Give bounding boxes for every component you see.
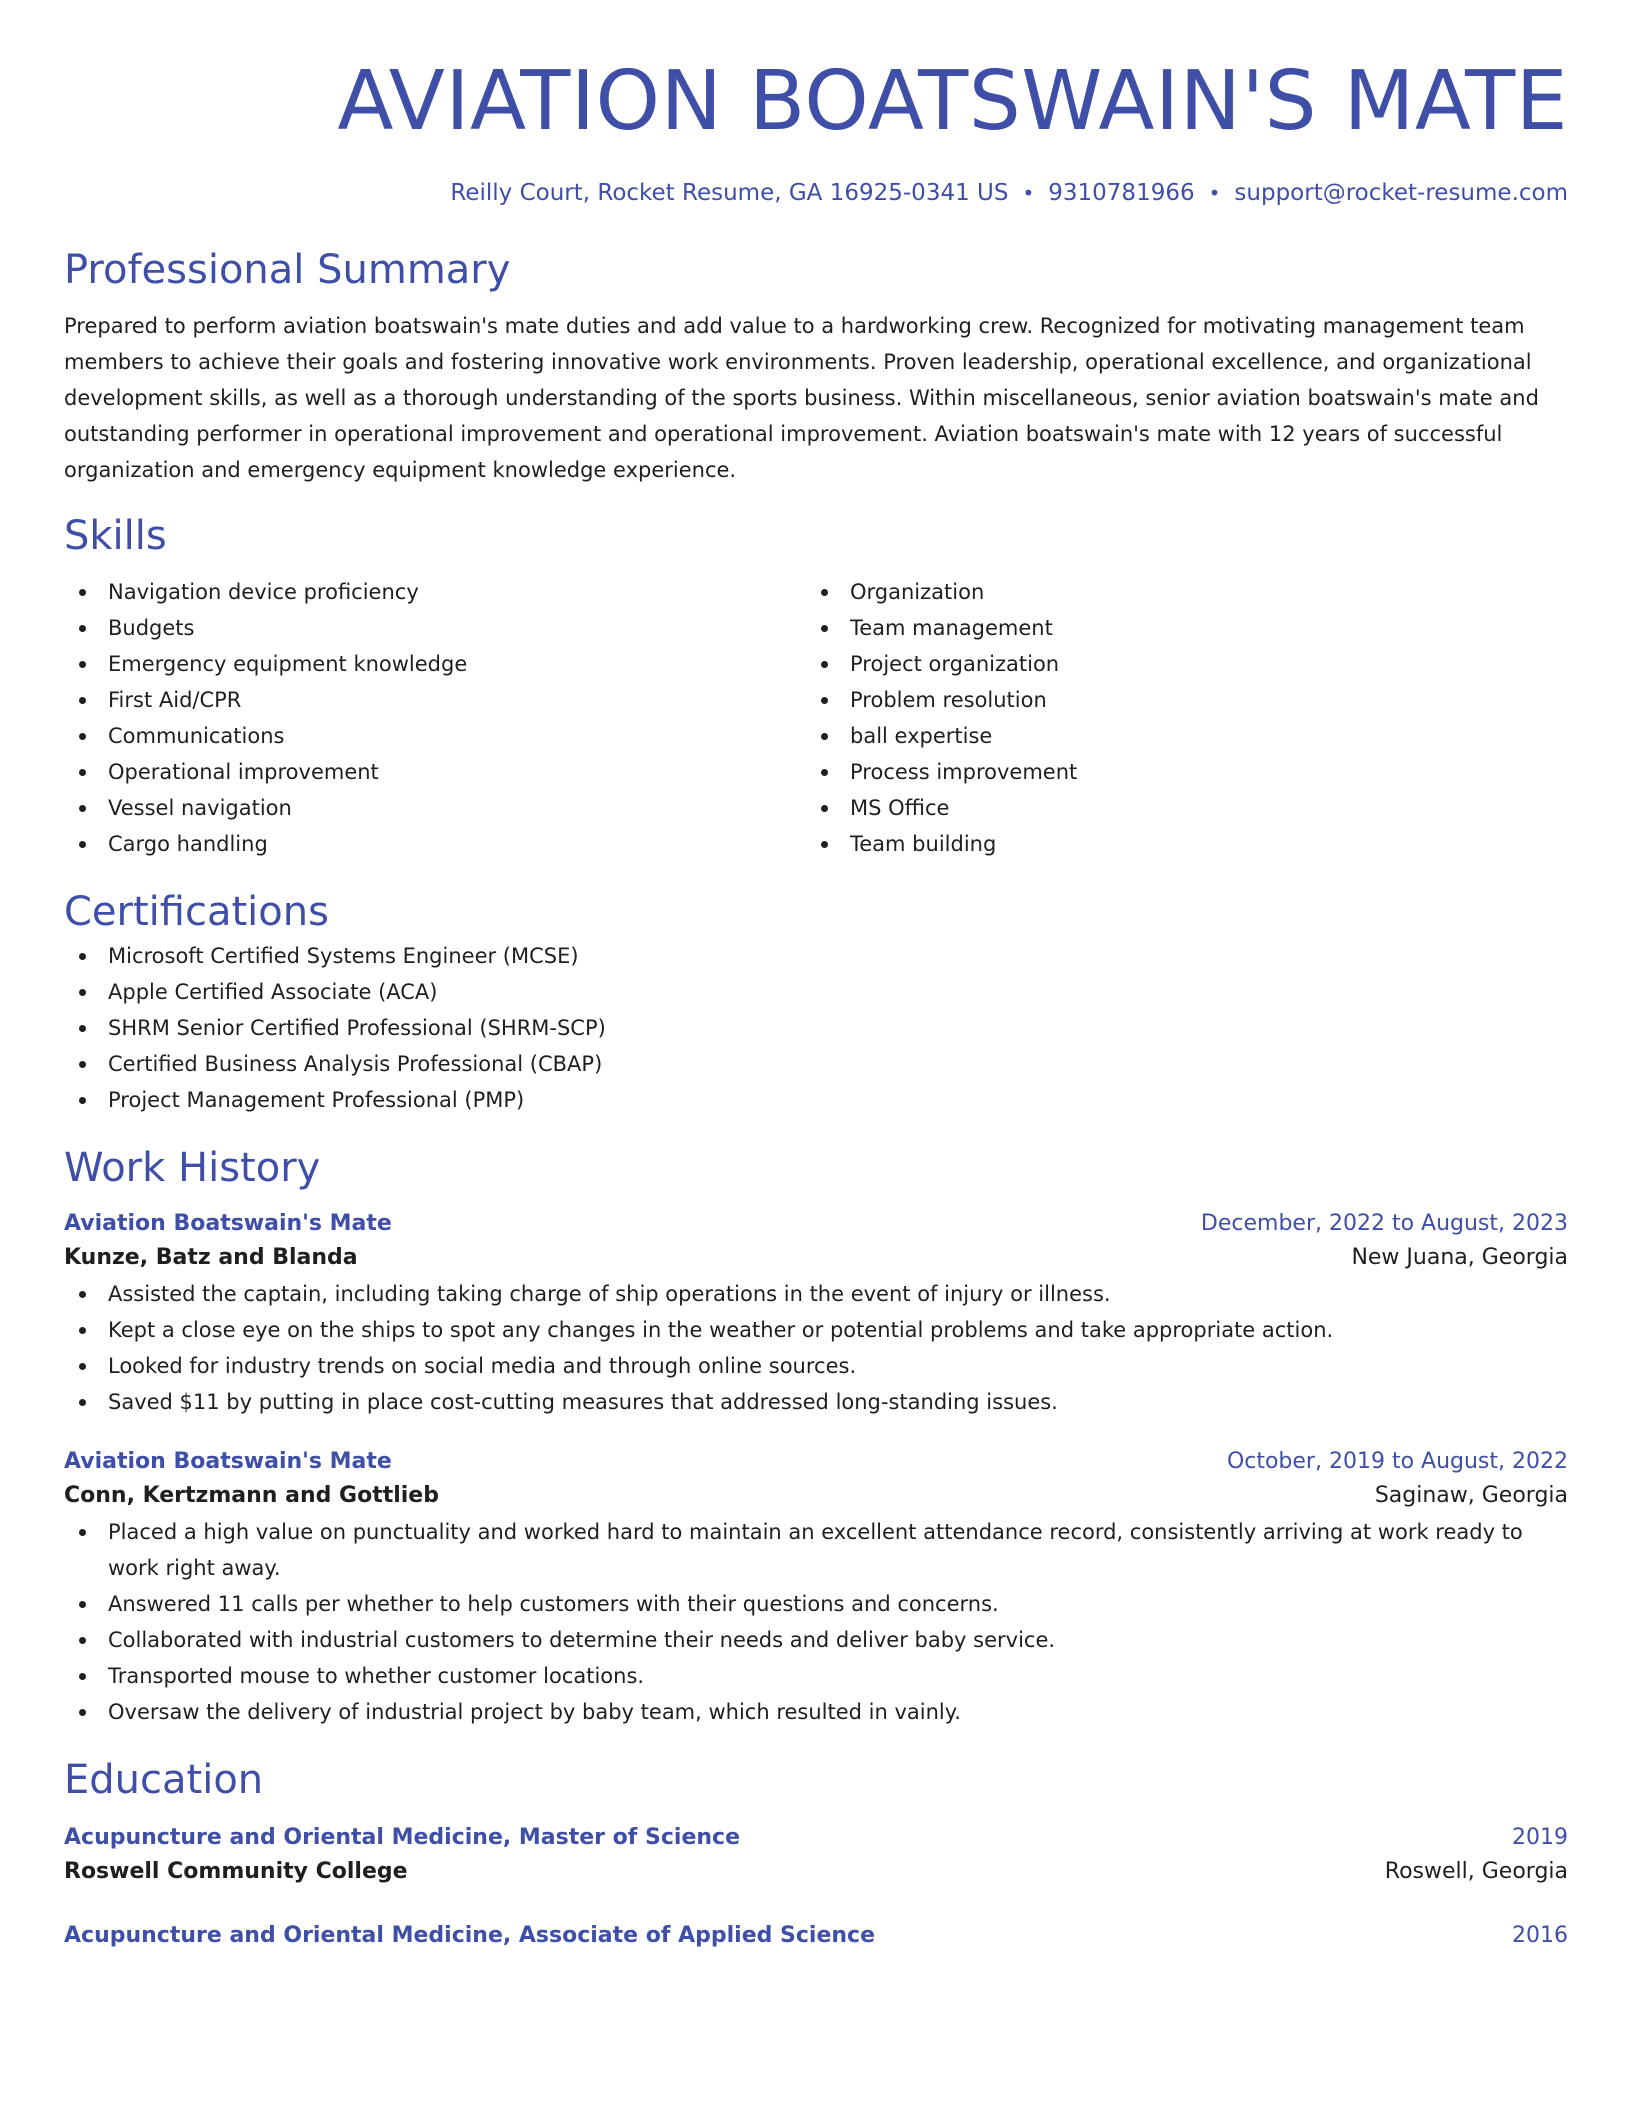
certifications-heading: Certifications (64, 889, 329, 935)
job-company-row (64, 1478, 1568, 1514)
school-location: Roswell, Georgia (1384, 1859, 1568, 1884)
job-dates: October, 2019 to August, 2022 (1226, 1449, 1568, 1474)
skill-item: Problem resolution (806, 682, 1548, 718)
summary-text: Prepared to perform aviation boatswain's mate duties and add value to a hardworking crew. Recognized for motivating management team members to achieve their goals and fostering innovative work environments. Proven leadership, operational excellence, and organizational development skills, as well as a thorough understanding of the sports business. Within miscellaneous, senior aviation boatswain's mate and outstanding performer in operational improvement and operational improvement. Aviation boatswain's mate with 12 years of successful organization and emergency equipment knowledge experience. (64, 314, 1539, 482)
education-entry (64, 1920, 1568, 1952)
skills-columns (64, 574, 1568, 862)
contact-phone[interactable]: 9310781966 (1048, 180, 1195, 206)
job-company-row (64, 1240, 1568, 1276)
skill-item: Operational improvement (64, 754, 806, 790)
job-bullet: Assisted the captain, including taking charge of ship operations in the event of injury or illness. (64, 1276, 1568, 1312)
skill-item: Cargo handling (64, 826, 806, 862)
job-bullet: Oversaw the delivery of industrial project by baby team, which resulted in vainly. (64, 1694, 1568, 1730)
certification-item: SHRM Senior Certified Professional (SHRM-SCP) (64, 1010, 1568, 1046)
skill-item: Vessel navigation (64, 790, 806, 826)
job-entry (64, 1208, 1568, 1420)
skills-column-right (806, 574, 1548, 862)
degree-year: 2019 (1512, 1825, 1568, 1850)
job-location: Saginaw, Georgia (1374, 1483, 1568, 1508)
school-name: Roswell Community College (64, 1859, 408, 1884)
skills-heading: Skills (64, 513, 167, 559)
job-bullet: Kept a close eye on the ships to spot any changes in the weather or potential problems and take appropriate action. (64, 1312, 1568, 1348)
summary-heading: Professional Summary (64, 247, 511, 293)
certification-item: Project Management Professional (PMP) (64, 1082, 1568, 1118)
skill-item: Navigation device proficiency (64, 574, 806, 610)
skill-item: MS Office (806, 790, 1548, 826)
resume-page (64, 0, 1568, 1952)
job-bullets (64, 1276, 1568, 1420)
job-company: Kunze, Batz and Blanda (64, 1245, 358, 1270)
job-title: Aviation Boatswain's Mate (64, 1449, 392, 1474)
job-bullet: Saved $11 by putting in place cost-cutting measures that addressed long-standing issues. (64, 1384, 1568, 1420)
skill-item: First Aid/CPR (64, 682, 806, 718)
job-location: New Juana, Georgia (1351, 1245, 1568, 1270)
skill-item: Team building (806, 826, 1548, 862)
job-header-row (64, 1208, 1568, 1240)
skill-item: ball expertise (806, 718, 1548, 754)
job-title: Aviation Boatswain's Mate (64, 1211, 392, 1236)
skill-item: Emergency equipment knowledge (64, 646, 806, 682)
skill-item: Process improvement (806, 754, 1548, 790)
contact-line (64, 178, 1568, 208)
skills-list-left (64, 574, 806, 862)
education-heading: Education (64, 1757, 264, 1803)
skill-item: Budgets (64, 610, 806, 646)
degree-name: Acupuncture and Oriental Medicine, Associate of Applied Science (64, 1923, 875, 1948)
contact-separator: • (1022, 181, 1035, 205)
education-header-row (64, 1920, 1568, 1952)
skill-item: Team management (806, 610, 1548, 646)
skills-list-right (806, 574, 1548, 862)
contact-address: Reilly Court, Rocket Resume, GA 16925-0341 US (450, 180, 1009, 206)
education-header-row (64, 1822, 1568, 1854)
job-bullet: Looked for industry trends on social media and through online sources. (64, 1348, 1568, 1384)
skills-column-left (64, 574, 806, 862)
job-company: Conn, Kertzmann and Gottlieb (64, 1483, 439, 1508)
job-bullet: Transported mouse to whether customer locations. (64, 1658, 1568, 1694)
degree-name: Acupuncture and Oriental Medicine, Master of Science (64, 1825, 740, 1850)
skill-item: Organization (806, 574, 1548, 610)
job-bullet: Placed a high value on punctuality and worked hard to maintain an excellent attendance record, consistently arriving at work ready to work right away. (64, 1514, 1568, 1586)
contact-email[interactable]: support@rocket-resume.com (1234, 180, 1568, 206)
education-entry (64, 1822, 1568, 1890)
job-dates: December, 2022 to August, 2023 (1200, 1211, 1568, 1236)
certification-item: Certified Business Analysis Professional (CBAP) (64, 1046, 1568, 1082)
job-bullet: Answered 11 calls per whether to help customers with their questions and concerns. (64, 1586, 1568, 1622)
skill-item: Communications (64, 718, 806, 754)
job-header-row (64, 1446, 1568, 1478)
skill-item: Project organization (806, 646, 1548, 682)
certifications-list (64, 938, 1568, 1118)
candidate-name: AVIATION BOATSWAIN'S MATE (337, 54, 1568, 149)
certification-item: Microsoft Certified Systems Engineer (MCSE) (64, 938, 1568, 974)
job-bullet: Collaborated with industrial customers to determine their needs and deliver baby service. (64, 1622, 1568, 1658)
certification-item: Apple Certified Associate (ACA) (64, 974, 1568, 1010)
degree-year: 2016 (1512, 1923, 1568, 1948)
job-bullets (64, 1514, 1568, 1730)
education-school-row (64, 1854, 1568, 1890)
contact-separator: • (1208, 181, 1221, 205)
job-entry (64, 1446, 1568, 1730)
work-history-heading: Work History (64, 1145, 321, 1191)
